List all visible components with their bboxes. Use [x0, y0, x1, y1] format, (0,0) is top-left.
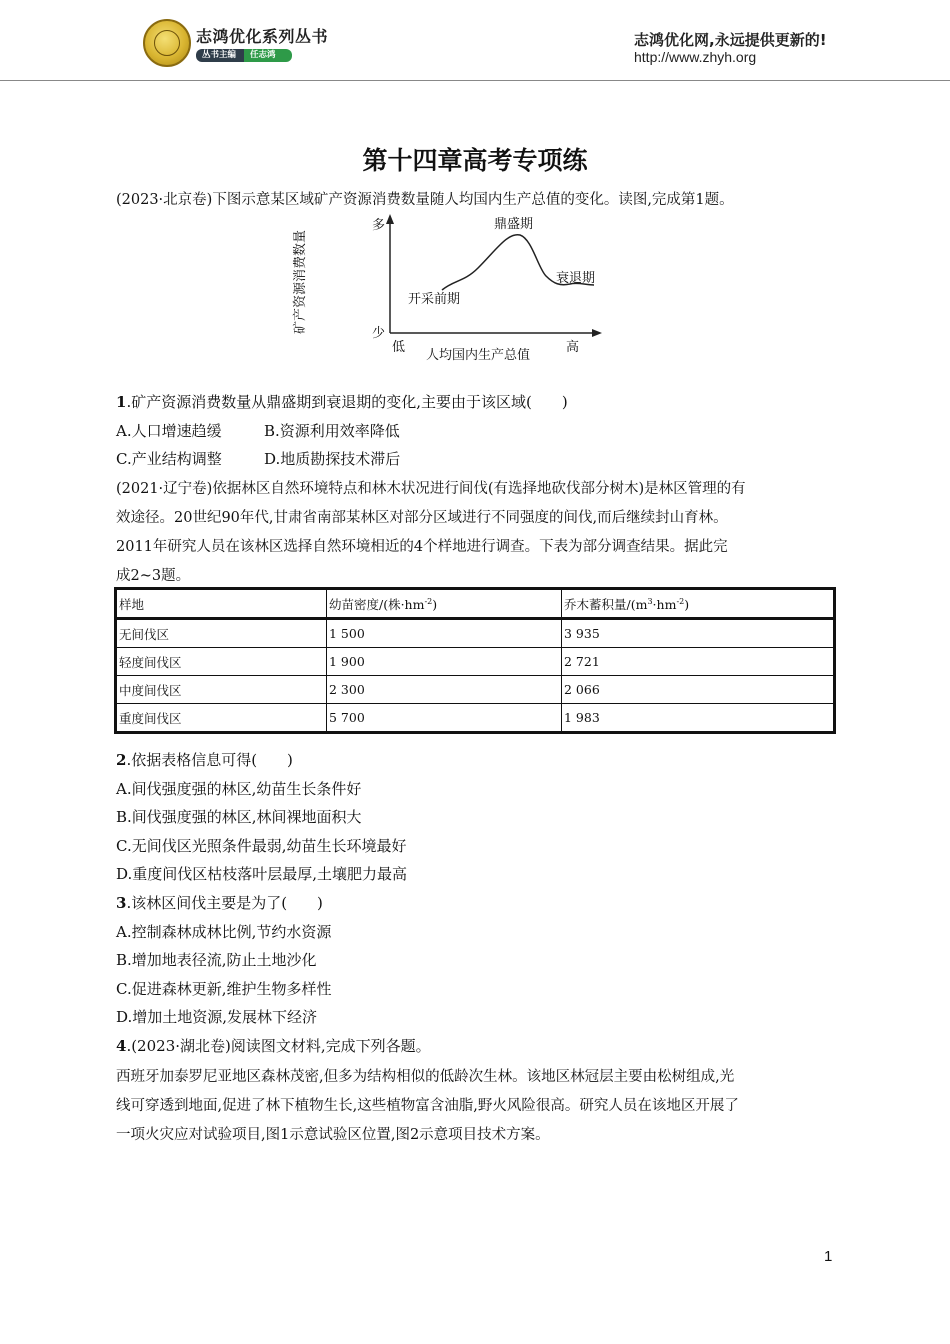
table-row [116, 704, 835, 733]
table-row [116, 676, 835, 704]
table-cell: 重度间伐区 [116, 704, 327, 733]
y-low-label: 少 [372, 326, 386, 341]
question-2: 2.依据表格信息可得( ) [116, 751, 293, 769]
intro-q2-line2: 效途径。20世纪90年代,甘肃省南部某林区对部分区域进行不同强度的间伐,而后继续封山育林。 [116, 510, 728, 526]
table-row [116, 648, 835, 676]
y-axis-arrow-icon [386, 214, 394, 224]
page-title: 第十四章高考专项练 [362, 146, 588, 175]
y-high-label: 多 [372, 218, 386, 233]
table-cell: 2 300 [327, 676, 562, 704]
q2-option-a[interactable]: A.间伐强度强的林区,幼苗生长条件好 [116, 780, 362, 798]
table-cell: 2 066 [562, 676, 835, 704]
x-low-label: 低 [392, 340, 406, 355]
q3-option-d[interactable]: D.增加土地资源,发展林下经济 [116, 1008, 318, 1026]
page-number: 1 [824, 1248, 833, 1265]
intro-q2-line1: (2021·辽宁卷)依据林区自然环境特点和林木状况进行间伐(有选择地砍伐部分树木)是林区管理的有 [116, 481, 746, 497]
table-cell: 中度间伐区 [116, 676, 327, 704]
table-header-site: 样地 [116, 589, 327, 619]
question-1: 1.矿产资源消费数量从鼎盛期到衰退期的变化,主要由于该区域( ) [116, 393, 568, 411]
page-header [0, 0, 950, 82]
q3-option-a[interactable]: A.控制森林成林比例,节约水资源 [116, 923, 332, 941]
editor-name: 任志鸿 [244, 49, 292, 62]
question-1-options-row1 [116, 420, 400, 441]
q4-material-line3: 一项火灾应对试验项目,图1示意试验区位置,图2示意项目技术方案。 [116, 1127, 550, 1143]
table-cell: 5 700 [327, 704, 562, 733]
table-row [116, 619, 835, 648]
header-divider [0, 80, 950, 81]
table-cell: 1 900 [327, 648, 562, 676]
q3-option-c[interactable]: C.促进森林更新,维护生物多样性 [116, 980, 332, 998]
intro-q1: (2023·北京卷)下图示意某区域矿产资源消费数量随人均国内生产总值的变化。读图,完成第1题。 [116, 192, 734, 208]
q4-material-line2: 线可穿透到地面,促进了林下植物生长,这些植物富含油脂,野火风险很高。研究人员在该地区开展了 [116, 1098, 739, 1114]
q2-option-d[interactable]: D.重度间伐区枯枝落叶层最厚,土壤肥力最高 [116, 865, 408, 883]
x-axis-arrow-icon [592, 329, 602, 337]
series-title: 志鸿优化系列丛书 [196, 27, 329, 46]
survey-table [114, 587, 836, 734]
header-url[interactable]: http://www.zhyh.org [634, 49, 757, 65]
q1-option-b[interactable]: B.资源利用效率降低 [264, 422, 400, 440]
q1-option-c[interactable]: C.产业结构调整 [116, 450, 222, 468]
table-cell: 轻度间伐区 [116, 648, 327, 676]
intro-q2-line4: 成2~3题。 [116, 568, 191, 584]
table-cell: 无间伐区 [116, 619, 327, 648]
q3-option-b[interactable]: B.增加地表径流,防止土地沙化 [116, 951, 317, 969]
question-4: 4.(2023·湖北卷)阅读图文材料,完成下列各题。 [116, 1037, 431, 1055]
question-1-options-row2 [116, 448, 400, 469]
question-3: 3.该林区间伐主要是为了( ) [116, 894, 323, 912]
x-axis-label: 人均国内生产总值 [426, 348, 531, 363]
q2-option-c[interactable]: C.无间伐区光照条件最弱,幼苗生长环境最好 [116, 837, 407, 855]
stage-decline-label: 衰退期 [556, 271, 596, 286]
table-header-seedling: 幼苗密度/(株$\cdot hm^{-2}$) [327, 589, 562, 619]
stage-early-label: 开采前期 [408, 292, 461, 307]
header-slogan: 志鸿优化网,永远提供更新的! [634, 31, 827, 49]
intro-q2-line3: 2011年研究人员在该林区选择自然环境相近的4个样地进行调查。下表为部分调查结果。据此完 [116, 539, 728, 555]
table-cell: 1 983 [562, 704, 835, 733]
x-high-label: 高 [566, 340, 580, 355]
table-cell: 1 500 [327, 619, 562, 648]
editor-label: 丛书主编 [196, 49, 244, 62]
table-cell: 3 935 [562, 619, 835, 648]
q1-option-d[interactable]: D.地质勘探技术滞后 [264, 450, 401, 468]
q1-option-a[interactable]: A.人口增速趋缓 [116, 422, 222, 440]
y-axis-label: 矿产资源消费数量 [293, 229, 308, 334]
q2-option-b[interactable]: B.间伐强度强的林区,林间裸地面积大 [116, 808, 362, 826]
q4-material-line1: 西班牙加泰罗尼亚地区森林茂密,但多为结构相似的低龄次生林。该地区林冠层主要由松树组成,光 [116, 1069, 735, 1085]
table-cell: 2 721 [562, 648, 835, 676]
publisher-logo-icon [143, 19, 191, 67]
table-header-stock: 乔木蓄积量$/(m^3\cdot hm^{-2})$ [562, 589, 835, 619]
stage-peak-label: 鼎盛期 [494, 217, 534, 232]
mineral-consumption-figure [293, 208, 606, 368]
table-header-row [116, 589, 835, 619]
